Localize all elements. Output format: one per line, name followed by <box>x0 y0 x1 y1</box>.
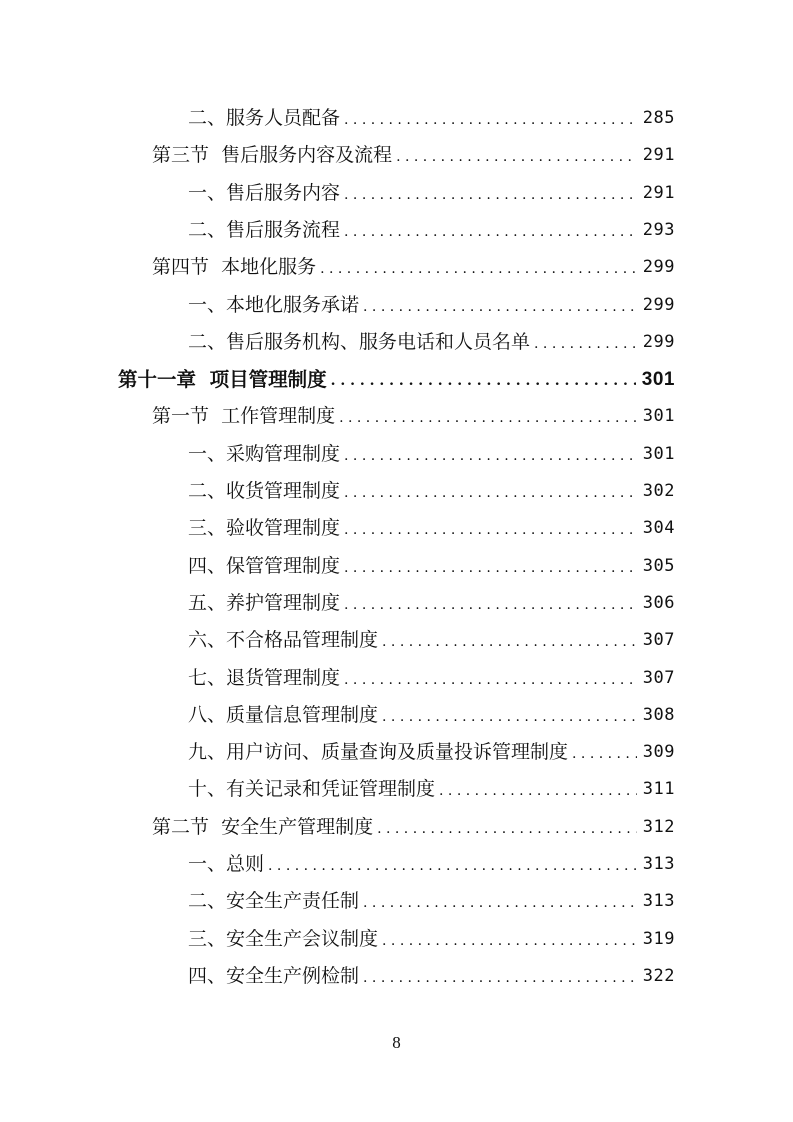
toc-entry-page: 301 <box>642 443 675 464</box>
toc-entry[interactable] <box>188 660 675 697</box>
toc-entry-label: 三、验收管理制度 <box>188 517 341 540</box>
toc-entry-page: 312 <box>642 816 675 837</box>
toc-dot-leader <box>344 475 637 512</box>
toc-entry[interactable] <box>188 958 675 995</box>
toc-entry-page: 309 <box>642 742 675 763</box>
toc-entry[interactable] <box>188 324 675 361</box>
toc-entry[interactable] <box>188 921 675 958</box>
toc-entry[interactable] <box>188 510 675 547</box>
toc-entry-label: 二、收货管理制度 <box>188 480 341 502</box>
toc-dot-leader <box>382 699 637 736</box>
toc-entry-page: 319 <box>642 928 675 949</box>
toc-entry[interactable] <box>188 548 675 585</box>
toc-dot-leader <box>320 251 637 288</box>
toc-entry-page: 301 <box>641 369 675 391</box>
toc-entry-page: 322 <box>642 965 675 986</box>
toc-dot-leader <box>344 102 637 139</box>
toc-entry-page: 299 <box>642 257 675 278</box>
toc-dot-leader <box>363 960 637 997</box>
page-number: 8 <box>392 1033 401 1052</box>
toc-chapter-entry[interactable] <box>118 361 675 398</box>
toc-entry-page: 311 <box>642 779 675 800</box>
toc-dot-leader <box>534 326 637 363</box>
toc-entry[interactable] <box>188 473 675 510</box>
toc-entry-label: 一、采购管理制度 <box>188 442 341 465</box>
toc-entry-label: 五、养护管理制度 <box>188 591 341 614</box>
toc-dot-leader <box>339 400 637 437</box>
toc-entry-label: 四、保管管理制度 <box>188 554 341 577</box>
toc-entry-page: 313 <box>642 854 675 874</box>
toc-entry[interactable] <box>188 622 675 659</box>
toc-dot-leader <box>572 736 637 773</box>
toc-entry-page: 299 <box>642 294 675 315</box>
toc-entry[interactable] <box>188 883 675 920</box>
toc-entry[interactable] <box>188 771 675 808</box>
toc-entry-label: 四、安全生产例检制 <box>188 964 360 987</box>
toc-dot-leader <box>382 923 637 960</box>
toc-entry[interactable] <box>188 287 675 324</box>
toc-entry-label: 十、有关记录和凭证管理制度 <box>188 778 436 801</box>
toc-entry[interactable] <box>188 100 675 137</box>
toc-entry-page: 301 <box>642 406 675 427</box>
toc-entry[interactable] <box>188 436 675 473</box>
toc-entry-page: 306 <box>642 592 675 613</box>
toc-entry[interactable] <box>188 212 675 249</box>
toc-entry[interactable] <box>152 137 675 174</box>
toc-entry-label: 三、安全生产会议制度 <box>188 927 379 950</box>
toc-dot-leader <box>344 550 637 587</box>
toc-entry-page: 304 <box>642 518 675 539</box>
toc-entry-page: 291 <box>642 145 675 166</box>
toc-entry[interactable] <box>188 175 675 212</box>
toc-entry-page: 293 <box>642 219 675 240</box>
toc-entry[interactable] <box>152 398 675 435</box>
toc-entry-label: 二、服务人员配备 <box>188 107 341 129</box>
toc-dot-leader <box>363 289 637 326</box>
toc-entry-label: 一、总则 <box>188 853 265 875</box>
toc-entry-label: 九、用户访问、质量查询及质量投诉管理制度 <box>188 741 569 764</box>
toc-dot-leader <box>344 177 637 214</box>
toc-entry[interactable] <box>188 697 675 734</box>
toc-entry[interactable] <box>188 585 675 622</box>
toc-dot-leader <box>344 587 637 624</box>
toc-entry[interactable] <box>152 809 675 846</box>
toc-entry-page: 305 <box>642 555 675 576</box>
toc-entry-label: 第四节 本地化服务 <box>152 256 317 279</box>
toc-dot-leader <box>377 811 637 848</box>
toc-dot-leader <box>331 363 636 400</box>
toc-entry-label: 第二节 安全生产管理制度 <box>152 815 374 838</box>
toc-entry-label: 二、售后服务流程 <box>188 218 341 241</box>
toc-entry-page: 299 <box>642 331 675 352</box>
toc-entry[interactable] <box>152 249 675 286</box>
toc-entry-label: 六、不合格品管理制度 <box>188 629 379 652</box>
toc-entry-label: 第一节 工作管理制度 <box>152 405 336 428</box>
toc-dot-leader <box>396 139 637 176</box>
toc-entry[interactable] <box>188 846 675 883</box>
toc-entry-page: 302 <box>642 481 675 501</box>
toc-entry-page: 307 <box>642 630 675 651</box>
toc-dot-leader <box>382 624 637 661</box>
toc-entry-label: 七、退货管理制度 <box>188 666 341 689</box>
toc-dot-leader <box>344 438 637 475</box>
toc-entry-label: 八、质量信息管理制度 <box>188 703 379 726</box>
toc-entry-label: 二、安全生产责任制 <box>188 890 360 913</box>
toc-entry-label: 二、售后服务机构、服务电话和人员名单 <box>188 330 531 353</box>
toc-dot-leader <box>344 662 637 699</box>
toc-dot-leader <box>344 512 637 549</box>
toc-entry[interactable] <box>188 734 675 771</box>
toc-entry-page: 308 <box>642 704 675 725</box>
toc-dot-leader <box>439 773 637 810</box>
toc-entry-label: 第三节 售后服务内容及流程 <box>152 144 393 167</box>
toc-dot-leader <box>268 848 637 885</box>
toc-entry-label: 一、售后服务内容 <box>188 181 341 204</box>
toc-entry-page: 291 <box>642 182 675 203</box>
toc-entry-label: 第十一章 项目管理制度 <box>118 368 327 392</box>
toc-entry-page: 313 <box>642 891 675 912</box>
toc-entry-label: 一、本地化服务承诺 <box>188 293 360 316</box>
toc-dot-leader <box>363 885 637 922</box>
toc-dot-leader <box>344 214 637 251</box>
toc-entry-page: 307 <box>642 667 675 688</box>
toc-entry-page: 285 <box>642 108 675 128</box>
